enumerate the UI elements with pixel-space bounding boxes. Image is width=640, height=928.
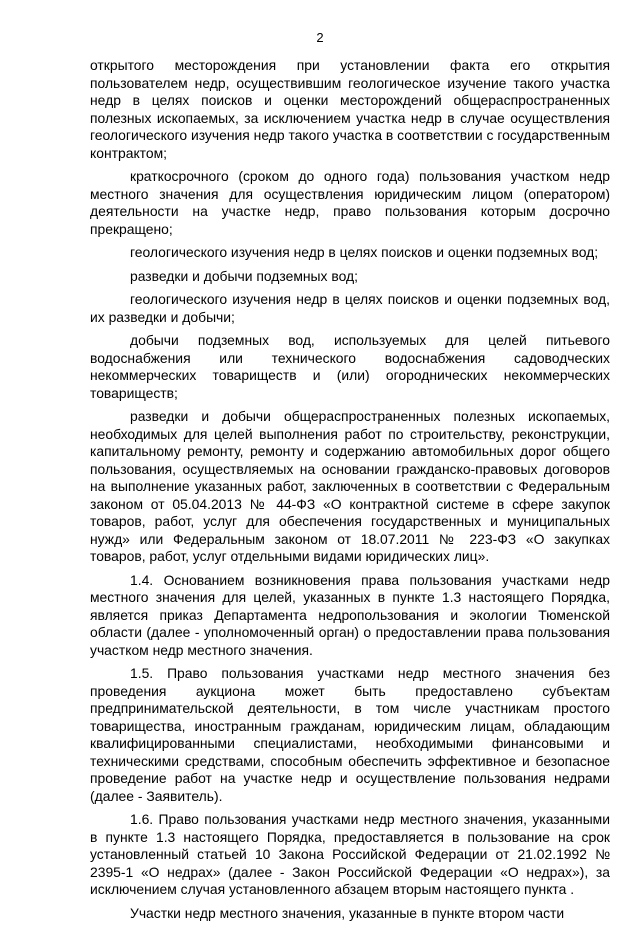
paragraph-1-4: 1.4. Основанием возникновения права пользования участками недр местного значения для целей, указанных в пункте 1.3 настоящего Порядка, является приказ Департамента недропользования и экологии Тюменской области (далее - уполномоченный орган) о предоставлении права пользования участком недр местного значения. bbox=[90, 571, 610, 658]
document-body bbox=[90, 57, 610, 928]
paragraph-study-and-extraction: геологического изучения недр в целях поисков и оценки подземных вод, их разведки и добычи; bbox=[90, 291, 610, 325]
paragraph-local-subsoil-plots: Участки недр местного значения, указанные в пункте втором части bbox=[130, 904, 565, 921]
paragraph-drinking-water: добычи подземных вод, используемых для целей питьевого водоснабжения или технического водоснабжения садоводческих некоммерческих товариществ и (или) огороднических некоммерческих товариществ; bbox=[90, 332, 610, 401]
paragraph-1-5: 1.5. Право пользования участками недр местного значения без проведения аукциона может быть предоставлено субъектам предпринимательской деятельности, в том числе участникам простого товарищества, иностранным гражданам, юридическим лицам, обладающим квалифицированными специалистами, необходимыми финансовыми и техническими средствами, способным обеспечить эффективное и безопасное проведение работ на участке недр и осуществление пользования недрами (далее - Заявитель). bbox=[90, 665, 610, 804]
paragraph-geological-study-groundwater: геологического изучения недр в целях поисков и оценки подземных вод; bbox=[130, 244, 599, 260]
paragraph-continuation: открытого месторождения при установлении факта его открытия пользователем недр, осуществившим геологическое изучение такого участка недр в целях поисков и оценки месторождений общераспространенных полезных ископаемых, за исключением участка недр в случае осуществления геологического изучения недр такого участка в соответствии с государственным контрактом; bbox=[90, 57, 610, 161]
paragraph-short-term-use: краткосрочного (сроком до одного года) пользования участком недр местного значения для осуществления юридическим лицом (оператором) деятельности на участке недр, право пользования которым досрочно прекращено; bbox=[90, 168, 610, 237]
paragraph-1-6: 1.6. Право пользования участками недр местного значения, указанными в пункте 1.3 настоящего Порядка, предоставляется в пользование на срок установленный статьей 10 Закона Российской Федерации от 21.02.1992 № 2395-1 «О недрах» (далее - Закон Российской Федерации «О недрах»), за исключением случая установленного абзацем вторым настоящего пункта . bbox=[90, 811, 610, 897]
page-number: 2 bbox=[316, 30, 324, 45]
paragraph-road-works: разведки и добычи общераспространенных полезных ископаемых, необходимых для целей выполнения работ по строительству, реконструкции, капитальному ремонту, ремонту и содержанию автомобильных дорог общего пользования, осуществляемых на основании гражданско-правовых договоров на выполнение указанных работ, заключенных в соответствии с Федеральным законом от 05.04.2013 № 44-ФЗ «О контрактной системе в сфере закупок товаров, работ, услуг для обеспечения государственных и муниципальных нужд» или Федеральным законом от 18.07.2011 № 223-ФЗ «О закупках товаров, работ, услуг отдельными видами юридических лиц». bbox=[90, 408, 610, 564]
paragraph-groundwater-extraction: разведки и добычи подземных вод; bbox=[130, 267, 358, 284]
